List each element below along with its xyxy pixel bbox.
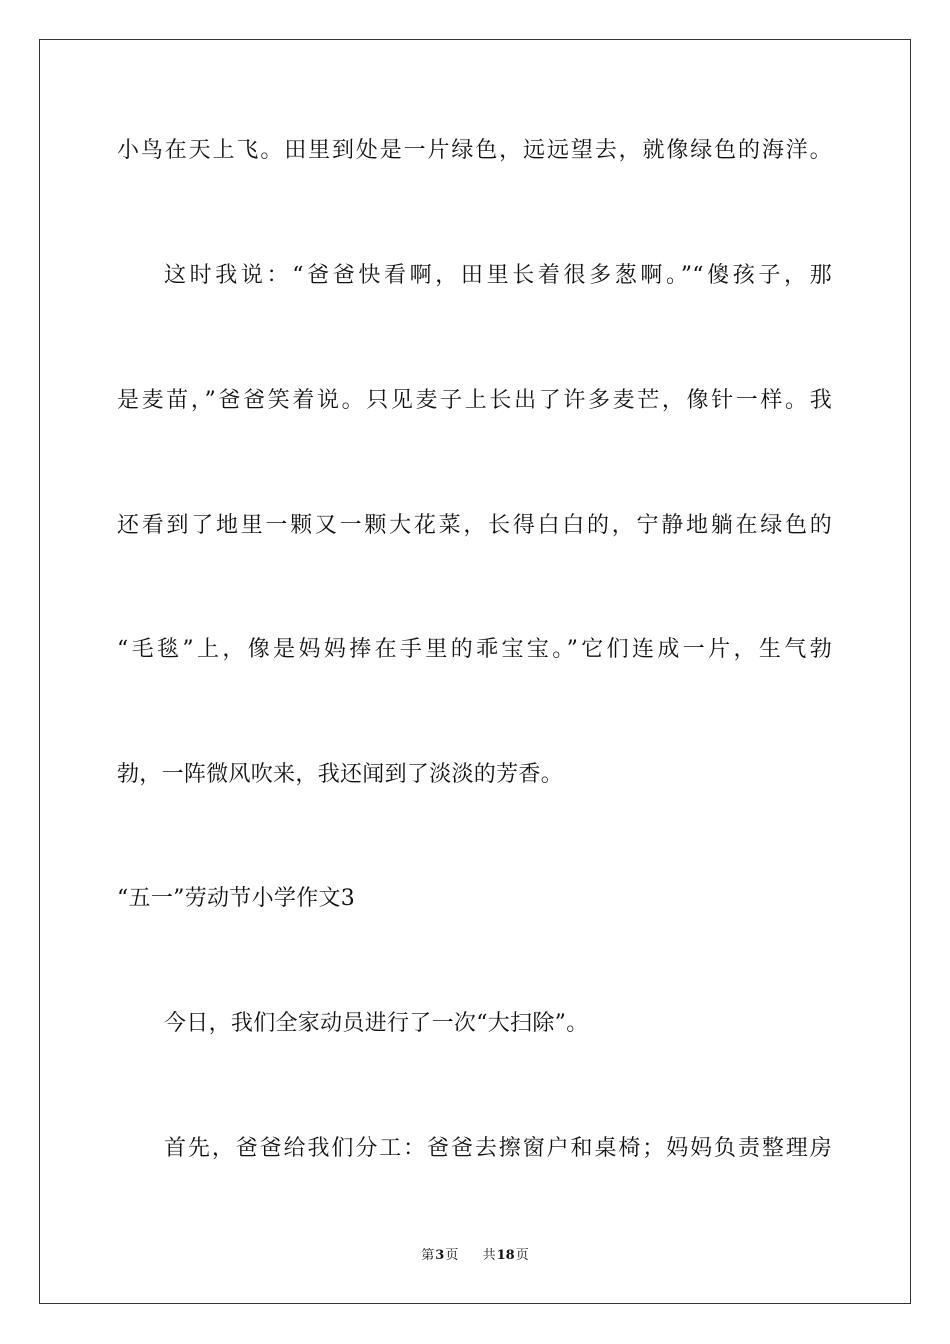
body-line-7: 今日，我们全家动员进行了一次“大扫除”。 (164, 1011, 589, 1036)
body-line-8: 首先，爸爸给我们分工：爸爸去擦窗户和桌椅；妈妈负责整理房 (164, 1136, 832, 1161)
body-line-3: 是麦苗，”爸爸笑着说。只见麦子上长出了许多麦芒，像针一样。我 (117, 388, 832, 413)
body-line-4: 还看到了地里一颗又一颗大花菜，长得白白的，宁静地躺在绿色的 (117, 513, 832, 538)
body-line-6: 勃，一阵微风吹来，我还闻到了淡淡的芳香。 (117, 762, 564, 787)
footer-page-prefix: 第 (421, 1248, 435, 1263)
footer-total-pages: 18 (496, 1248, 515, 1263)
section-heading: “五一”劳动节小学作文3 (117, 886, 356, 911)
footer-total-suffix: 页 (515, 1248, 529, 1263)
footer-total-prefix: 共 (482, 1248, 496, 1263)
footer-page-suffix: 页 (445, 1248, 459, 1263)
body-line-5: “毛毯”上，像是妈妈捧在手里的乖宝宝。”它们连成一片，生气勃 (117, 637, 832, 662)
footer-page-number: 3 (435, 1248, 445, 1263)
body-line-2: 这时我说：“爸爸快看啊，田里长着很多葱啊。”“傻孩子，那 (164, 263, 832, 288)
body-line-1: 小鸟在天上飞。田里到处是一片绿色，远远望去，就像绿色的海洋。 (117, 138, 832, 163)
page-border (39, 39, 911, 1304)
page-footer (0, 1247, 950, 1265)
